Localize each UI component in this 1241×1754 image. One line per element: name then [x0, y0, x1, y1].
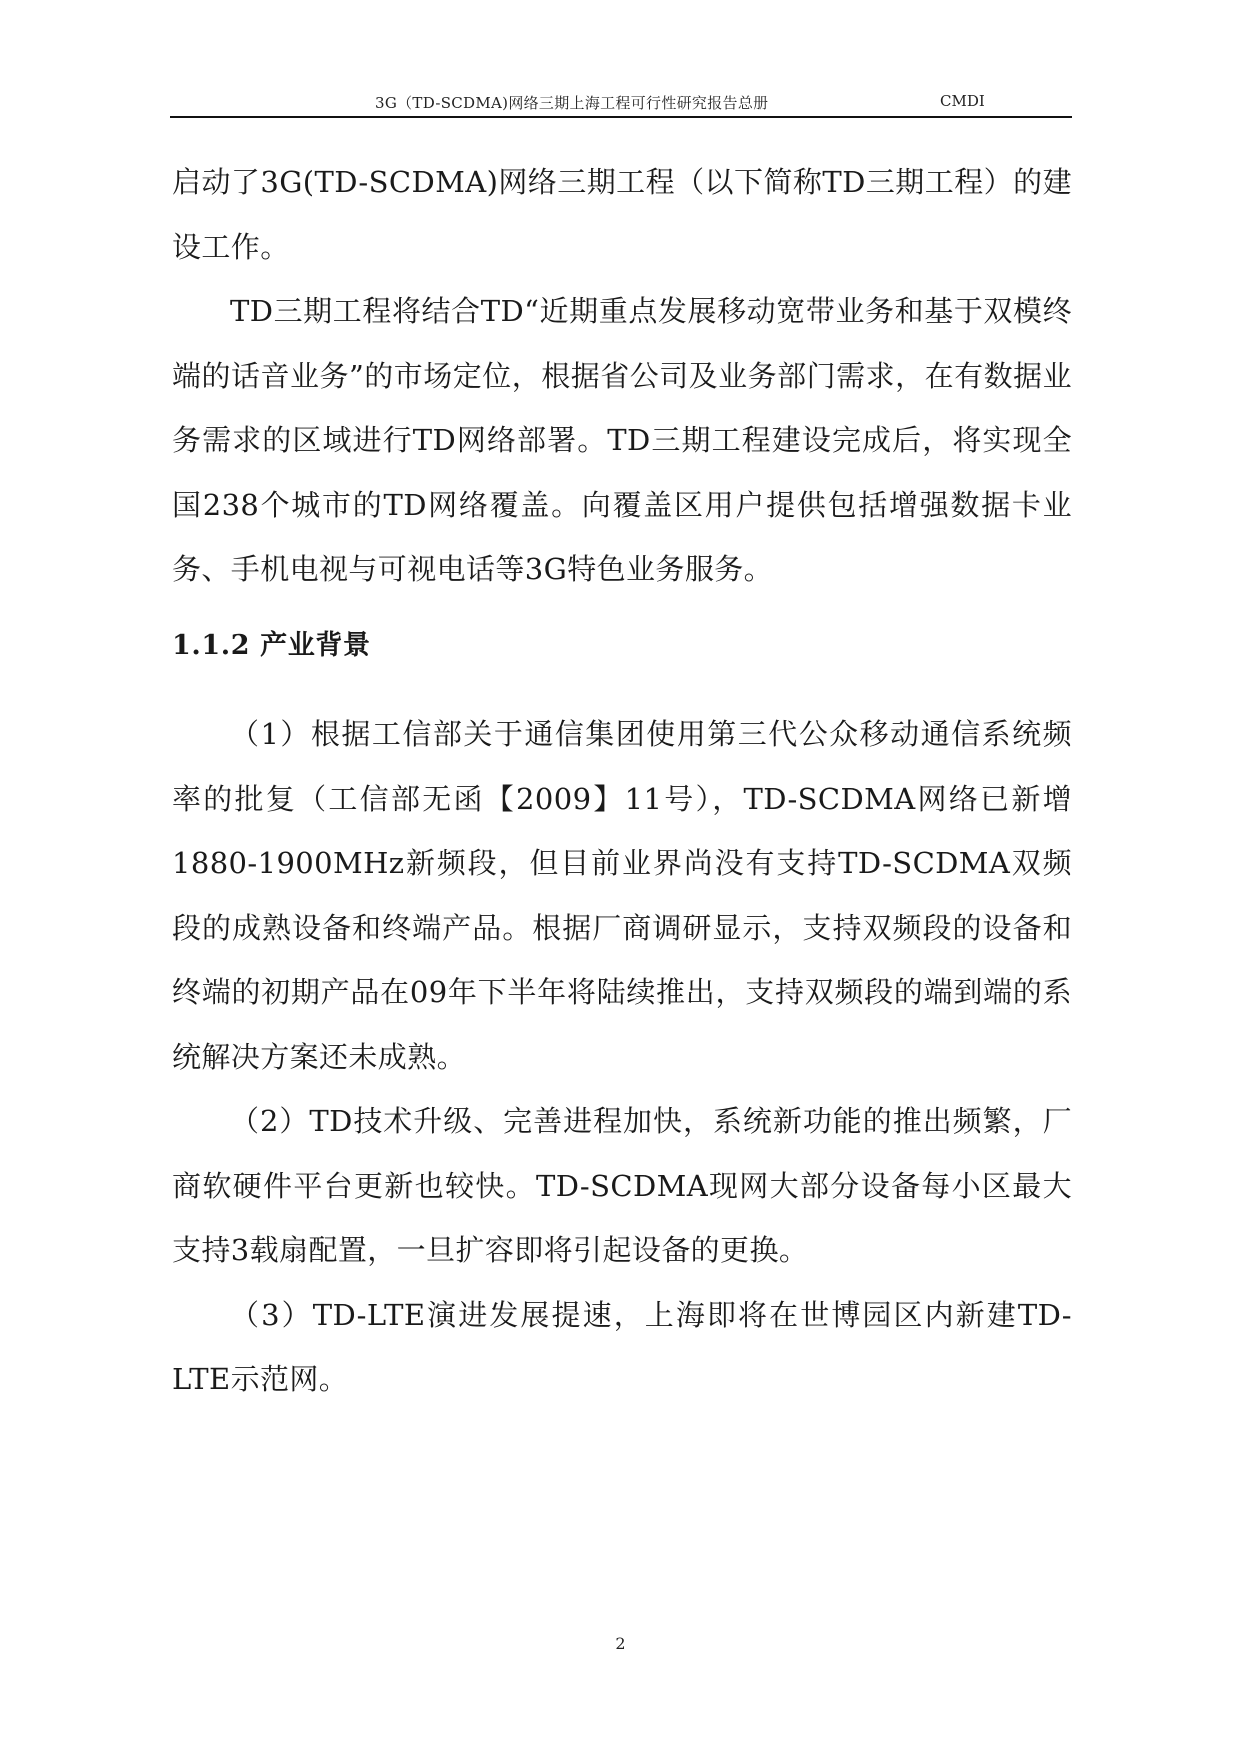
page-header	[170, 88, 1072, 118]
body-text	[172, 150, 1072, 1412]
page-number: 2	[615, 1634, 626, 1653]
paragraph-item-2: （2）TD技术升级、完善进程加快，系统新功能的推出频繁，厂商软硬件平台更新也较快。TD-SCDMA现网大部分设备每小区最大支持3载扇配置，一旦扩容即将引起设备的更换。	[172, 1104, 1072, 1267]
section-heading: 1.1.2 产业背景	[172, 629, 371, 661]
paragraph-item-1: （1）根据工信部关于通信集团使用第三代公众移动通信系统频率的批复（工信部无函【2009】11号），TD-SCDMA网络已新增1880-1900MHz新频段，但目前业界尚没有支持TD-SCDMA双频段的成熟设备和终端产品。根据厂商调研显示，支持双频段的设备和终端的初期产品在09年下半年将陆续推出，支持双频段的端到端的系统解决方案还未成熟。	[172, 717, 1072, 1074]
header-title: 3G（TD-SCDMA)网络三期上海工程可行性研究报告总册	[375, 94, 769, 112]
paragraph-intro: 启动了3G(TD-SCDMA)网络三期工程（以下简称TD三期工程）的建设工作。	[172, 165, 1072, 264]
header-org: CMDI	[940, 92, 985, 110]
header-divider	[170, 116, 1072, 118]
paragraph-item-3: （3）TD-LTE演进发展提速，上海即将在世博园区内新建TD-LTE示范网。	[172, 1297, 1072, 1396]
paragraph-td-phase3: TD三期工程将结合TD“近期重点发展移动宽带业务和基于双模终端的话音业务”的市场定位，根据省公司及业务部门需求，在有数据业务需求的区域进行TD网络部署。TD三期工程建设完成后，将实现全国238个城市的TD网络覆盖。向覆盖区用户提供包括增强数据卡业务、手机电视与可视电话等3G特色业务服务。	[172, 294, 1072, 586]
